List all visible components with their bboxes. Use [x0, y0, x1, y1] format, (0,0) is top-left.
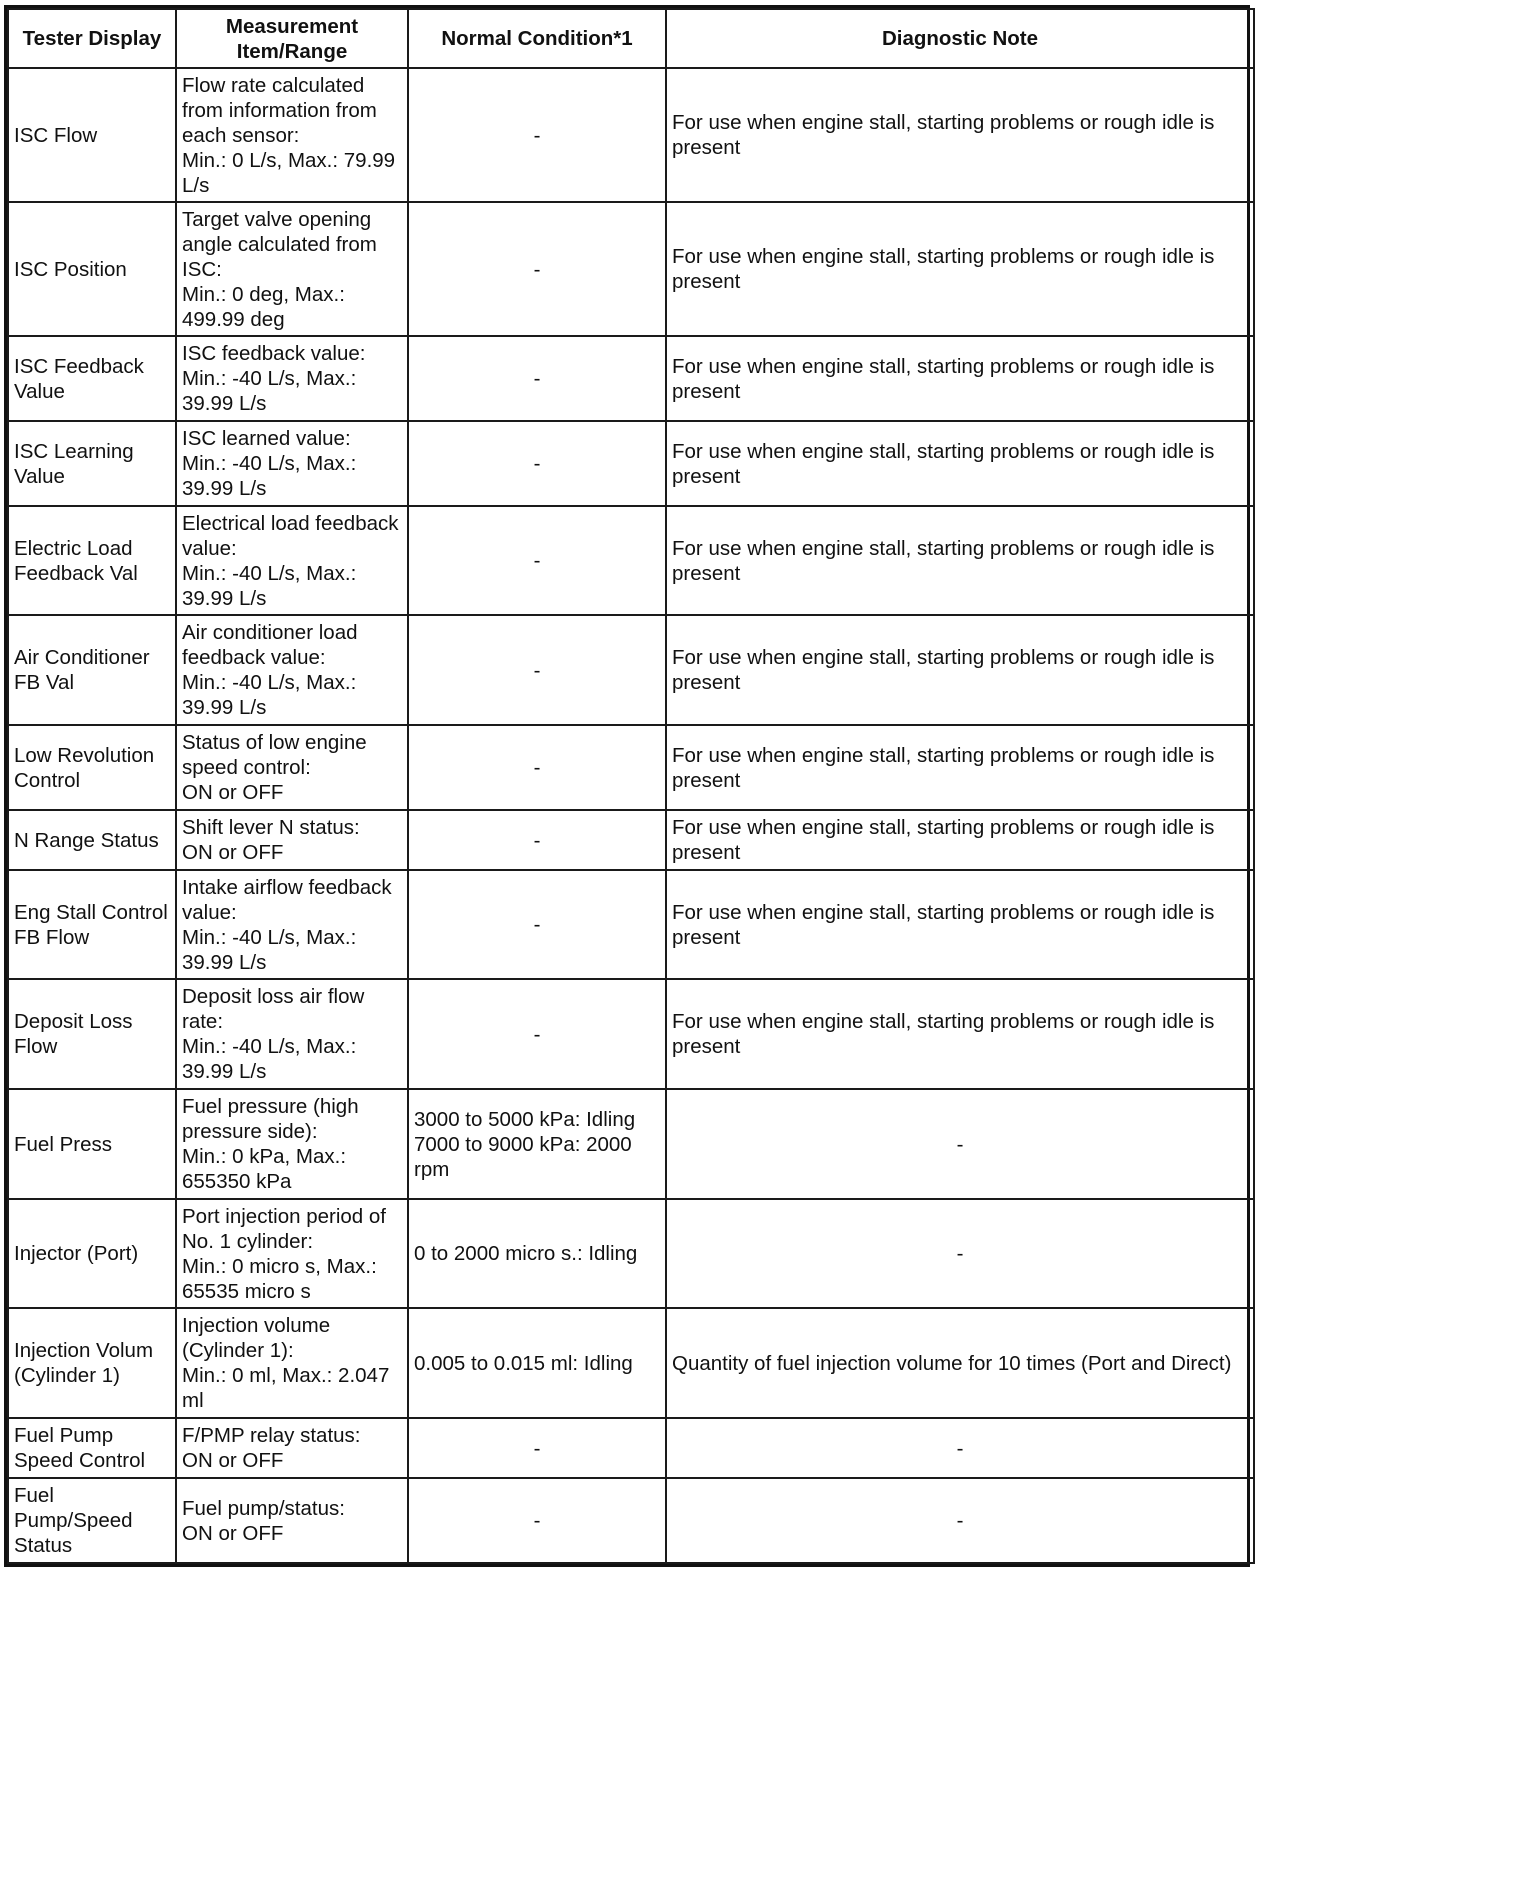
range-line: Min.: 0 deg, Max.: 499.99 deg [182, 282, 345, 331]
table-row [8, 810, 1254, 870]
table-row [8, 68, 1254, 202]
header-measurement-item: Measurement Item/Range [176, 9, 408, 68]
cell-measurement-range [176, 202, 408, 336]
normal-condition-line: 0.005 to 0.015 ml: Idling [414, 1351, 633, 1375]
table-row [8, 202, 1254, 336]
range-line: Fuel pump/status: [182, 1496, 345, 1520]
cell-measurement-range [176, 421, 408, 506]
cell-tester-display: ISC Feedback Value [8, 336, 176, 421]
range-line: Min.: -40 L/s, Max.: 39.99 L/s [182, 1035, 357, 1083]
range-line: ISC feedback value: [182, 342, 366, 365]
cell-diagnostic-note: Quantity of fuel injection volume for 10 times (Port and Direct) [666, 1308, 1254, 1418]
normal-condition-line: - [533, 452, 541, 475]
table-row [8, 421, 1254, 506]
cell-tester-display: ISC Position [8, 202, 176, 336]
header-tester-display: Tester Display [8, 9, 176, 68]
normal-condition-line: - [533, 756, 541, 779]
cell-normal-condition [408, 421, 666, 506]
range-line: F/PMP relay status: [182, 1424, 361, 1447]
range-line: Min.: 0 kPa, Max.: 655350 kPa [182, 1145, 347, 1193]
range-line: Injection volume (Cylinder 1): [182, 1314, 331, 1362]
cell-normal-condition [408, 979, 666, 1089]
cell-normal-condition [408, 202, 666, 336]
cell-measurement-range [176, 979, 408, 1089]
cell-diagnostic-note: For use when engine stall, starting problems or rough idle is present [666, 336, 1254, 421]
cell-tester-display: Injector (Port) [8, 1199, 176, 1308]
cell-normal-condition [408, 68, 666, 202]
cell-diagnostic-note: For use when engine stall, starting problems or rough idle is present [666, 421, 1254, 506]
range-line: Min.: -40 L/s, Max.: 39.99 L/s [182, 561, 357, 610]
cell-tester-display: Fuel Pump Speed Control [8, 1418, 176, 1478]
range-line: Target valve opening angle calculated from ISC: [182, 207, 377, 281]
table-row [8, 870, 1254, 979]
cell-tester-display: Eng Stall Control FB Flow [8, 870, 176, 979]
range-line: Shift lever N status: [182, 816, 360, 839]
header-row [8, 9, 1254, 68]
cell-normal-condition [408, 725, 666, 810]
normal-condition-line: - [533, 367, 541, 390]
cell-normal-condition [408, 615, 666, 725]
tester-data-table [7, 8, 1255, 1564]
cell-diagnostic-note: For use when engine stall, starting problems or rough idle is present [666, 202, 1254, 336]
cell-tester-display: Air Conditioner FB Val [8, 615, 176, 725]
header-normal-condition: Normal Condition*1 [408, 9, 666, 68]
cell-diagnostic-note: - [666, 1418, 1254, 1478]
cell-measurement-range [176, 1308, 408, 1418]
normal-condition-line: 0 to 2000 micro s.: Idling [414, 1242, 638, 1265]
range-line: Status of low engine speed control: [182, 731, 367, 779]
cell-tester-display: N Range Status [8, 810, 176, 870]
normal-condition-line: 7000 to 9000 kPa: 2000 rpm [414, 1132, 632, 1181]
normal-condition-line: - [533, 549, 541, 572]
range-line: ON or OFF [182, 841, 284, 864]
cell-diagnostic-note: - [666, 1478, 1254, 1563]
range-line: Min.: -40 L/s, Max.: 39.99 L/s [182, 925, 357, 974]
range-line: Electrical load feedback value: [182, 511, 399, 560]
table-row [8, 1308, 1254, 1418]
cell-diagnostic-note: For use when engine stall, starting problems or rough idle is present [666, 810, 1254, 870]
range-line: Min.: -40 L/s, Max.: 39.99 L/s [182, 367, 357, 415]
cell-tester-display: ISC Learning Value [8, 421, 176, 506]
cell-normal-condition [408, 336, 666, 421]
cell-measurement-range [176, 68, 408, 202]
cell-measurement-range [176, 1478, 408, 1563]
normal-condition-line: 3000 to 5000 kPa: Idling [414, 1107, 636, 1131]
range-line: ISC learned value: [182, 427, 351, 450]
cell-tester-display: Fuel Press [8, 1089, 176, 1199]
range-line: Flow rate calculated from information from each sensor: [182, 73, 377, 147]
range-line: Min.: 0 micro s, Max.: 65535 micro s [182, 1254, 377, 1303]
range-line: Air conditioner load feedback value: [182, 621, 358, 669]
cell-tester-display: Deposit Loss Flow [8, 979, 176, 1089]
header-diagnostic-note: Diagnostic Note [666, 9, 1254, 68]
cell-normal-condition [408, 1308, 666, 1418]
range-line: Port injection period of No. 1 cylinder: [182, 1204, 386, 1253]
range-line: Min.: 0 L/s, Max.: 79.99 L/s [182, 148, 396, 197]
cell-tester-display: ISC Flow [8, 68, 176, 202]
cell-tester-display: Low Revolution Control [8, 725, 176, 810]
cell-normal-condition [408, 1478, 666, 1563]
table-row [8, 1478, 1254, 1563]
table-row [8, 725, 1254, 810]
cell-diagnostic-note: For use when engine stall, starting problems or rough idle is present [666, 979, 1254, 1089]
range-line: Min.: -40 L/s, Max.: 39.99 L/s [182, 452, 357, 500]
cell-measurement-range [176, 810, 408, 870]
cell-measurement-range [176, 506, 408, 615]
range-line: ON or OFF [182, 1449, 284, 1472]
cell-normal-condition [408, 506, 666, 615]
normal-condition-line: - [533, 658, 541, 682]
table-row [8, 1089, 1254, 1199]
normal-condition-line: - [533, 828, 541, 852]
cell-measurement-range [176, 1418, 408, 1478]
range-line: ON or OFF [182, 781, 284, 804]
range-line: Intake airflow feedback value: [182, 875, 392, 924]
table-row [8, 506, 1254, 615]
cell-diagnostic-note: For use when engine stall, starting problems or rough idle is present [666, 68, 1254, 202]
cell-normal-condition [408, 810, 666, 870]
cell-measurement-range [176, 870, 408, 979]
normal-condition-line: - [533, 1022, 541, 1046]
cell-normal-condition [408, 1089, 666, 1199]
cell-tester-display: Injection Volum (Cylinder 1) [8, 1308, 176, 1418]
table-row [8, 979, 1254, 1089]
cell-tester-display: Electric Load Feedback Val [8, 506, 176, 615]
cell-diagnostic-note: For use when engine stall, starting problems or rough idle is present [666, 615, 1254, 725]
normal-condition-line: - [533, 1509, 541, 1532]
cell-measurement-range [176, 725, 408, 810]
range-line: Min.: 0 ml, Max.: 2.047 ml [182, 1364, 390, 1412]
cell-tester-display: Fuel Pump/Speed Status [8, 1478, 176, 1563]
range-line: Fuel pressure (high pressure side): [182, 1095, 359, 1143]
cell-measurement-range [176, 615, 408, 725]
cell-diagnostic-note: - [666, 1199, 1254, 1308]
cell-diagnostic-note: - [666, 1089, 1254, 1199]
table-row [8, 1199, 1254, 1308]
normal-condition-line: - [533, 1436, 541, 1460]
range-line: ON or OFF [182, 1521, 284, 1545]
normal-condition-line: - [533, 123, 541, 147]
normal-condition-line: - [533, 257, 541, 281]
normal-condition-line: - [533, 913, 541, 936]
range-line: Min.: -40 L/s, Max.: 39.99 L/s [182, 671, 357, 719]
table-row [8, 1418, 1254, 1478]
cell-diagnostic-note: For use when engine stall, starting problems or rough idle is present [666, 870, 1254, 979]
cell-measurement-range [176, 1199, 408, 1308]
cell-measurement-range [176, 336, 408, 421]
table-row [8, 336, 1254, 421]
cell-measurement-range [176, 1089, 408, 1199]
cell-diagnostic-note: For use when engine stall, starting problems or rough idle is present [666, 725, 1254, 810]
cell-normal-condition [408, 1418, 666, 1478]
cell-normal-condition [408, 870, 666, 979]
cell-normal-condition [408, 1199, 666, 1308]
cell-diagnostic-note: For use when engine stall, starting problems or rough idle is present [666, 506, 1254, 615]
range-line: Deposit loss air flow rate: [182, 985, 365, 1033]
table-row [8, 615, 1254, 725]
